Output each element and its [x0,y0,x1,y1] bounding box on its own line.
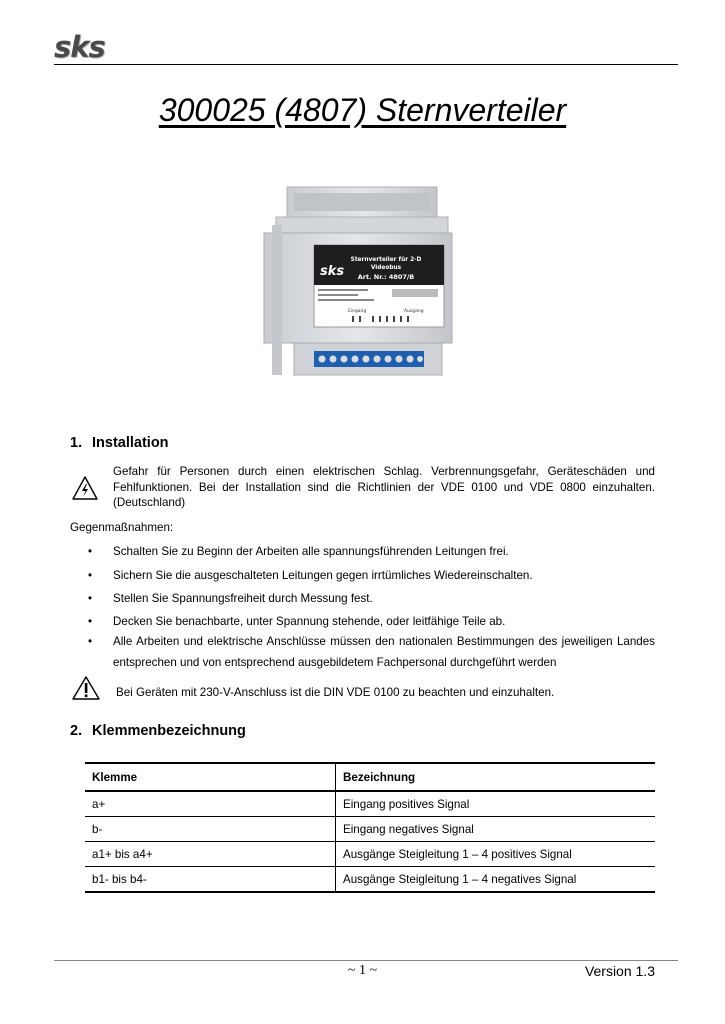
section-heading-installation [70,435,169,451]
bullet-dot: • [88,615,93,628]
terminal-table [85,762,655,893]
bullet-dot: • [88,592,93,605]
section-title: Installation [92,435,169,451]
label-in: Eingang [348,309,367,314]
product-image [262,185,462,390]
table-cell: Eingang positives Signal [343,797,470,811]
section-number: 1. [70,435,83,451]
table-header-row [85,763,655,791]
table-cell: b- [85,817,336,842]
electric-hazard-icon [72,476,98,500]
section-title: Klemmenbezeichnung [92,723,246,739]
bullet-dot: • [88,545,93,558]
countermeasures-label: Gegenmaßnahmen: [70,521,174,534]
label-line-2: Videobus [370,265,402,271]
din-vde-note: Bei Geräten mit 230-V-Anschluss ist die DIN VDE 0100 zu beachten und einzuhalten. [116,686,555,699]
list-item: Decken Sie benachbarte, unter Spannung stehende, oder leitfähige Teile ab. [113,615,506,628]
table-row [85,842,655,867]
table-cell: Eingang negatives Signal [343,822,474,836]
table-row [85,817,655,842]
header-divider [54,64,678,65]
table-cell: a+ [85,791,336,817]
list-item: Stellen Sie Spannungsfreiheit durch Messung fest. [113,592,373,605]
list-item: Sichern Sie die ausgeschalteten Leitungen gegen irrtümliches Wiedereinschalten. [113,569,533,582]
warning-icon [72,676,98,700]
table-cell: Ausgänge Steigleitung 1 – 4 positives Signal [343,847,572,861]
label-out: Ausgang [404,309,424,314]
page-number: ~ 1 ~ [347,963,378,978]
version-label: Version 1.3 [584,963,655,979]
bullet-dot: • [88,635,93,648]
label-line-3: Art. Nr.: 4807/B [357,273,415,281]
label-line-1: Sternverteiler für 2-D [350,257,422,263]
table-row [85,867,655,893]
table-cell: b1- bis b4- [85,867,336,893]
page-title: 300025 (4807) Sternverteiler [158,92,567,128]
company-logo: sks [54,30,105,64]
electric-shock-warning: Gefahr für Personen durch einen elektrischen Schlag. Verbrennungsgefahr, Geräteschäden und Fehlfunktionen. Bei der Installation sind die Richtlinien der VDE 0100 und VDE 0800 einzuhalten. (Deutschland) [113,465,655,509]
table-cell: Ausgänge Steigleitung 1 – 4 negatives Signal [343,872,577,886]
list-item: Schalten Sie zu Beginn der Arbeiten alle spannungsführenden Leitungen frei. [113,545,509,558]
list-item: Alle Arbeiten und elektrische Anschlüsse müssen den nationalen Bestimmungen des jeweiligen Landes entsprechen und von entsprechend ausgebildetem Fachpersonal durchgeführt werden [113,635,655,669]
label-brand: sks [320,264,345,279]
section-number: 2. [70,723,83,739]
footer-divider [54,960,678,961]
table-cell: a1+ bis a4+ [85,842,336,867]
table-row [85,791,655,817]
section-heading-terminals [70,723,246,739]
column-header: Bezeichnung [343,770,416,784]
bullet-dot: • [88,569,93,582]
column-header: Klemme [85,763,336,791]
